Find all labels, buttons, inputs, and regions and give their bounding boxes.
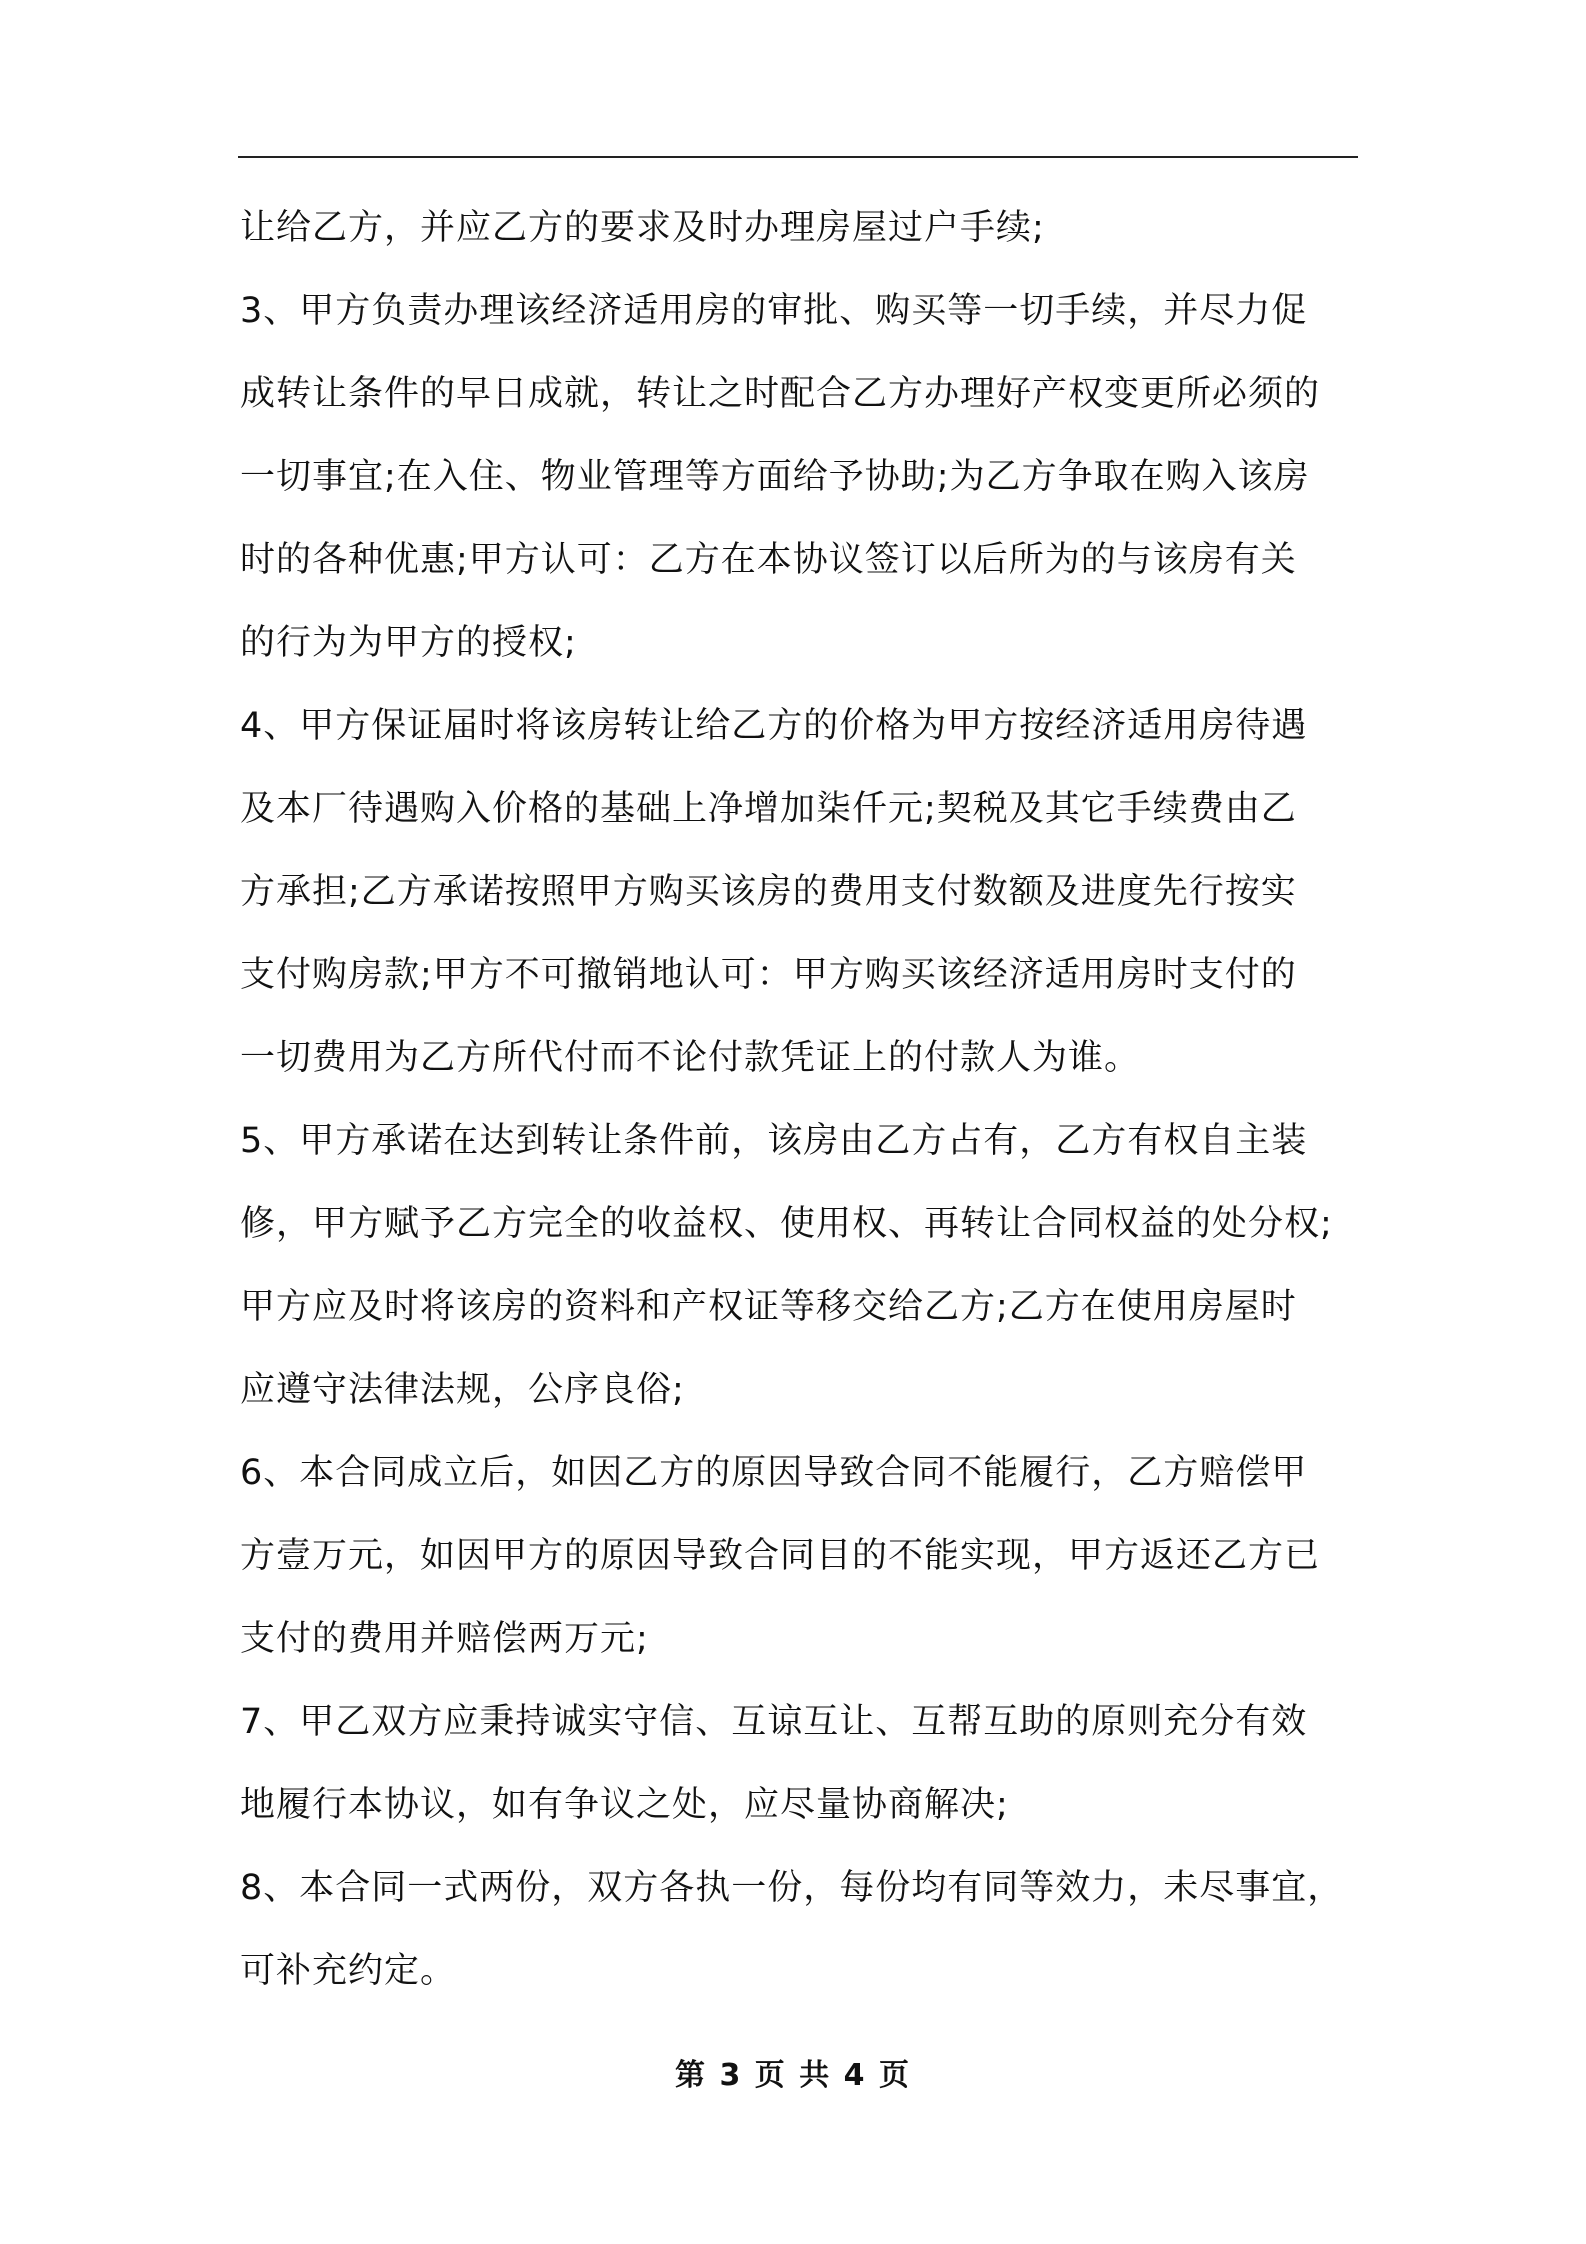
text-line: 5、甲方承诺在达到转让条件前，该房由乙方占有，乙方有权自主装 xyxy=(240,1121,1308,1161)
text-line: 支付购房款;甲方不可撤销地认可：甲方购买该经济适用房时支付的 xyxy=(240,955,1297,995)
text-line: 甲方应及时将该房的资料和产权证等移交给乙方;乙方在使用房屋时 xyxy=(240,1287,1297,1327)
document-body xyxy=(240,196,1360,2022)
text-line: 应遵守法律法规，公序良俗; xyxy=(240,1370,685,1410)
text-line: 成转让条件的早日成就，转让之时配合乙方办理好产权变更所必须的 xyxy=(240,374,1321,414)
text-line: 及本厂待遇购入价格的基础上净增加柒仟元;契税及其它手续费由乙 xyxy=(240,789,1297,829)
page-number-footer: 第 3 页 共 4 页 xyxy=(675,2058,911,2093)
text-line: 8、本合同一式两份，双方各执一份，每份均有同等效力，未尽事宜， xyxy=(240,1868,1344,1908)
text-line: 7、甲乙双方应秉持诚实守信、互谅互让、互帮互助的原则充分有效 xyxy=(240,1702,1308,1742)
text-line: 3、甲方负责办理该经济适用房的审批、购买等一切手续，并尽力促 xyxy=(240,291,1308,331)
text-line: 地履行本协议，如有争议之处，应尽量协商解决; xyxy=(240,1785,1009,1825)
text-line: 一切事宜;在入住、物业管理等方面给予协助;为乙方争取在购入该房 xyxy=(240,457,1310,497)
text-line: 修，甲方赋予乙方完全的收益权、使用权、再转让合同权益的处分权; xyxy=(240,1204,1333,1244)
text-line: 的行为为甲方的授权; xyxy=(240,623,577,663)
header-divider xyxy=(238,156,1358,158)
text-line: 方承担;乙方承诺按照甲方购买该房的费用支付数额及进度先行按实 xyxy=(240,872,1297,912)
text-line: 支付的费用并赔偿两万元; xyxy=(240,1619,649,1659)
text-line: 4、甲方保证届时将该房转让给乙方的价格为甲方按经济适用房待遇 xyxy=(240,706,1308,746)
text-line: 一切费用为乙方所代付而不论付款凭证上的付款人为谁。 xyxy=(240,1038,1141,1078)
text-line: 方壹万元，如因甲方的原因导致合同目的不能实现，甲方返还乙方已 xyxy=(240,1536,1321,1576)
text-line: 时的各种优惠;甲方认可：乙方在本协议签订以后所为的与该房有关 xyxy=(240,540,1297,580)
text-line: 可补充约定。 xyxy=(240,1951,457,1991)
text-line: 6、本合同成立后，如因乙方的原因导致合同不能履行，乙方赔偿甲 xyxy=(240,1453,1308,1493)
text-line: 让给乙方，并应乙方的要求及时办理房屋过户手续; xyxy=(240,208,1045,248)
